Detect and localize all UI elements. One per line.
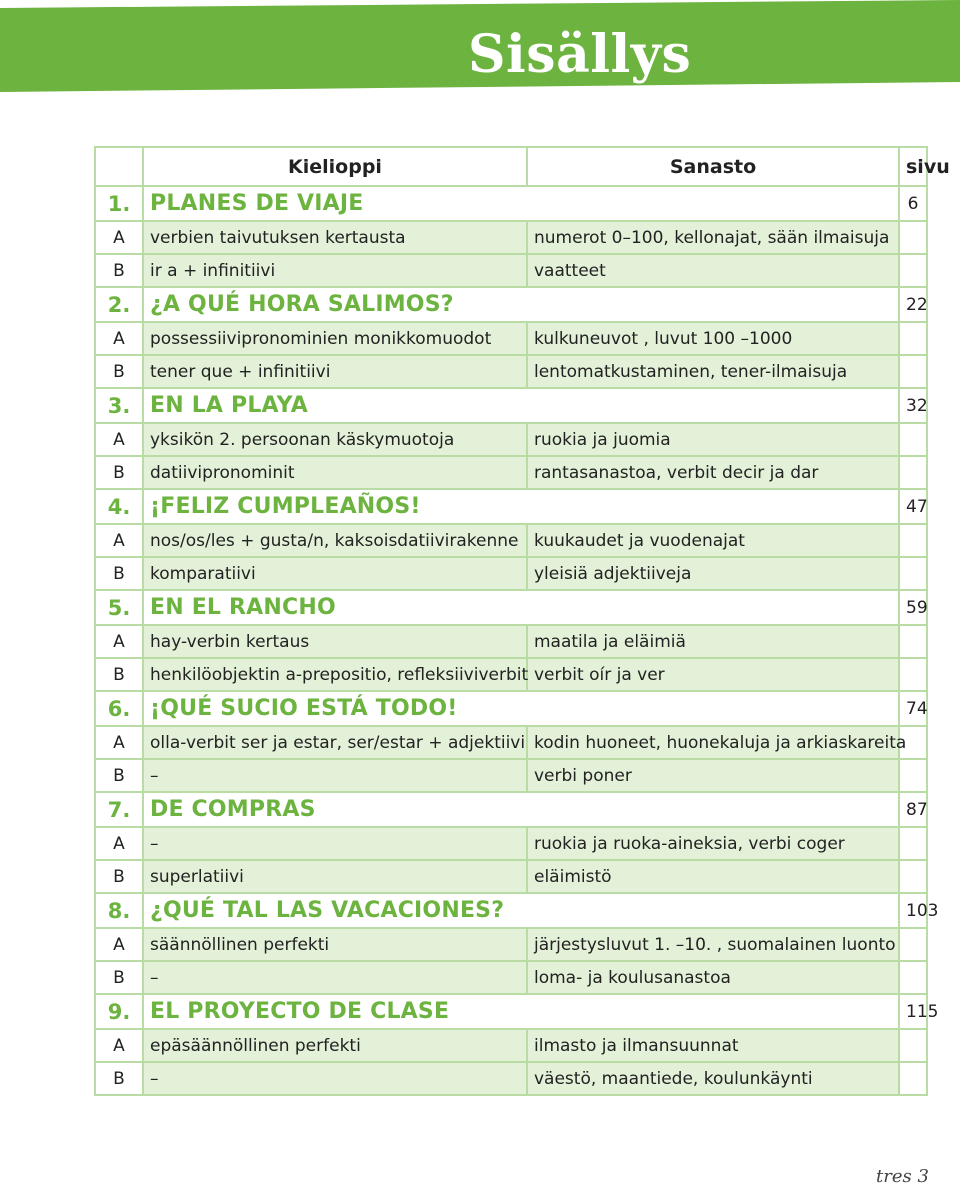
vocabulary-cell: verbit oír ja ver: [527, 658, 899, 691]
grammar-cell: verbien taivutuksen kertausta: [143, 221, 527, 254]
table-of-contents: [94, 146, 950, 1096]
vocabulary-cell: kuukaudet ja vuodenajat: [527, 524, 899, 557]
section-row: [95, 557, 927, 590]
header-grammar: Kielioppi: [143, 147, 527, 186]
section-row: [95, 254, 927, 287]
chapter-page-number: 47: [899, 489, 927, 524]
section-label: A: [95, 524, 143, 557]
section-page-cell: [899, 860, 927, 893]
section-page-cell: [899, 961, 927, 994]
grammar-cell: –: [143, 759, 527, 792]
chapter-row: [95, 691, 927, 726]
chapter-number: 8.: [95, 893, 143, 928]
section-label: A: [95, 726, 143, 759]
section-row: [95, 726, 927, 759]
grammar-cell: henkilöobjektin a-prepositio, refleksiiviverbit: [143, 658, 527, 691]
grammar-cell: nos/os/les + gusta/n, kaksoisdatiivirakenne: [143, 524, 527, 557]
section-row: [95, 1062, 927, 1095]
section-label: A: [95, 322, 143, 355]
section-row: [95, 827, 927, 860]
section-row: [95, 423, 927, 456]
section-page-cell: [899, 524, 927, 557]
section-row: [95, 322, 927, 355]
section-row: [95, 759, 927, 792]
chapter-number: 1.: [95, 186, 143, 221]
chapter-page-number: 87: [899, 792, 927, 827]
vocabulary-cell: rantasanastoa, verbit decir ja dar: [527, 456, 899, 489]
grammar-cell: komparatiivi: [143, 557, 527, 590]
section-page-cell: [899, 1062, 927, 1095]
section-label: A: [95, 423, 143, 456]
chapter-row: [95, 489, 927, 524]
section-label: B: [95, 658, 143, 691]
chapter-row: [95, 590, 927, 625]
toc-body: [95, 147, 950, 1095]
section-label: A: [95, 221, 143, 254]
grammar-cell: olla-verbit ser ja estar, ser/estar + adjektiivi: [143, 726, 527, 759]
section-page-cell: [899, 322, 927, 355]
vocabulary-cell: ilmasto ja ilmansuunnat: [527, 1029, 899, 1062]
chapter-title[interactable]: ¿A QUÉ HORA SALIMOS?: [143, 287, 899, 322]
section-page-cell: [899, 221, 927, 254]
section-label: B: [95, 961, 143, 994]
section-row: [95, 625, 927, 658]
section-label: B: [95, 557, 143, 590]
section-page-cell: [899, 456, 927, 489]
page-title: Sisällys: [468, 24, 692, 85]
vocabulary-cell: järjestysluvut 1. –10. , suomalainen luonto: [527, 928, 899, 961]
vocabulary-cell: vaatteet: [527, 254, 899, 287]
chapter-title[interactable]: ¡FELIZ CUMPLEAÑOS!: [143, 489, 899, 524]
vocabulary-cell: kulkuneuvot , luvut 100 –1000: [527, 322, 899, 355]
chapter-row: [95, 186, 927, 221]
section-page-cell: [899, 1029, 927, 1062]
section-label: B: [95, 1062, 143, 1095]
section-row: [95, 221, 927, 254]
section-page-cell: [899, 658, 927, 691]
chapter-row: [95, 893, 927, 928]
vocabulary-cell: ruokia ja juomia: [527, 423, 899, 456]
chapter-title[interactable]: DE COMPRAS: [143, 792, 899, 827]
section-label: B: [95, 254, 143, 287]
header-vocabulary: Sanasto: [527, 147, 899, 186]
chapter-page-number: 103: [899, 893, 927, 928]
section-page-cell: [899, 928, 927, 961]
vocabulary-cell: maatila ja eläimiä: [527, 625, 899, 658]
grammar-cell: superlatiivi: [143, 860, 527, 893]
header-label-cell: [95, 147, 143, 186]
vocabulary-cell: verbi poner: [527, 759, 899, 792]
section-page-cell: [899, 355, 927, 388]
grammar-cell: ir a + infinitiivi: [143, 254, 527, 287]
section-page-cell: [899, 759, 927, 792]
chapter-number: 5.: [95, 590, 143, 625]
chapter-title[interactable]: EN LA PLAYA: [143, 388, 899, 423]
grammar-cell: säännöllinen perfekti: [143, 928, 527, 961]
section-label: B: [95, 355, 143, 388]
grammar-cell: tener que + infinitiivi: [143, 355, 527, 388]
section-label: B: [95, 860, 143, 893]
header-row: [95, 147, 927, 186]
vocabulary-cell: loma- ja koulusanastoa: [527, 961, 899, 994]
vocabulary-cell: ruokia ja ruoka-aineksia, verbi coger: [527, 827, 899, 860]
header-page: sivu: [899, 147, 927, 186]
grammar-cell: epäsäännöllinen perfekti: [143, 1029, 527, 1062]
section-row: [95, 1029, 927, 1062]
chapter-title[interactable]: ¿QUÉ TAL LAS VACACIONES?: [143, 893, 899, 928]
section-page-cell: [899, 625, 927, 658]
page-footer: tres 3: [876, 1166, 929, 1187]
section-page-cell: [899, 254, 927, 287]
grammar-cell: datiivipronominit: [143, 456, 527, 489]
chapter-row: [95, 792, 927, 827]
section-page-cell: [899, 827, 927, 860]
section-label: B: [95, 759, 143, 792]
vocabulary-cell: väestö, maantiede, koulunkäynti: [527, 1062, 899, 1095]
chapter-row: [95, 287, 927, 322]
section-page-cell: [899, 423, 927, 456]
chapter-page-number: 22: [899, 287, 927, 322]
vocabulary-cell: numerot 0–100, kellonajat, sään ilmaisuja: [527, 221, 899, 254]
chapter-page-number: 59: [899, 590, 927, 625]
section-label: A: [95, 928, 143, 961]
chapter-number: 2.: [95, 287, 143, 322]
chapter-row: [95, 994, 927, 1029]
title-banner: [0, 0, 960, 96]
section-row: [95, 961, 927, 994]
chapter-row: [95, 388, 927, 423]
chapter-title[interactable]: PLANES DE VIAJE: [143, 186, 899, 221]
chapter-page-number: 32: [899, 388, 927, 423]
section-row: [95, 524, 927, 557]
chapter-title[interactable]: EN EL RANCHO: [143, 590, 899, 625]
chapter-number: 9.: [95, 994, 143, 1029]
chapter-number: 6.: [95, 691, 143, 726]
section-row: [95, 860, 927, 893]
section-page-cell: [899, 557, 927, 590]
section-label: A: [95, 1029, 143, 1062]
chapter-number: 7.: [95, 792, 143, 827]
section-label: B: [95, 456, 143, 489]
chapter-title[interactable]: EL PROYECTO DE CLASE: [143, 994, 899, 1029]
section-row: [95, 456, 927, 489]
grammar-cell: hay-verbin kertaus: [143, 625, 527, 658]
grammar-cell: –: [143, 1062, 527, 1095]
grammar-cell: –: [143, 961, 527, 994]
section-label: A: [95, 625, 143, 658]
section-label: A: [95, 827, 143, 860]
chapter-number: 4.: [95, 489, 143, 524]
section-row: [95, 928, 927, 961]
chapter-page-number: 115: [899, 994, 927, 1029]
chapter-page-number: 74: [899, 691, 927, 726]
grammar-cell: yksikön 2. persoonan käskymuotoja: [143, 423, 527, 456]
grammar-cell: possessiivipronominien monikkomuodot: [143, 322, 527, 355]
section-row: [95, 658, 927, 691]
vocabulary-cell: lentomatkustaminen, tener-ilmaisuja: [527, 355, 899, 388]
vocabulary-cell: kodin huoneet, huonekaluja ja arkiaskareita: [527, 726, 899, 759]
grammar-cell: –: [143, 827, 527, 860]
chapter-number: 3.: [95, 388, 143, 423]
chapter-title[interactable]: ¡QUÉ SUCIO ESTÁ TODO!: [143, 691, 899, 726]
vocabulary-cell: eläimistö: [527, 860, 899, 893]
section-row: [95, 355, 927, 388]
chapter-page-number: 6: [899, 186, 927, 221]
vocabulary-cell: yleisiä adjektiiveja: [527, 557, 899, 590]
